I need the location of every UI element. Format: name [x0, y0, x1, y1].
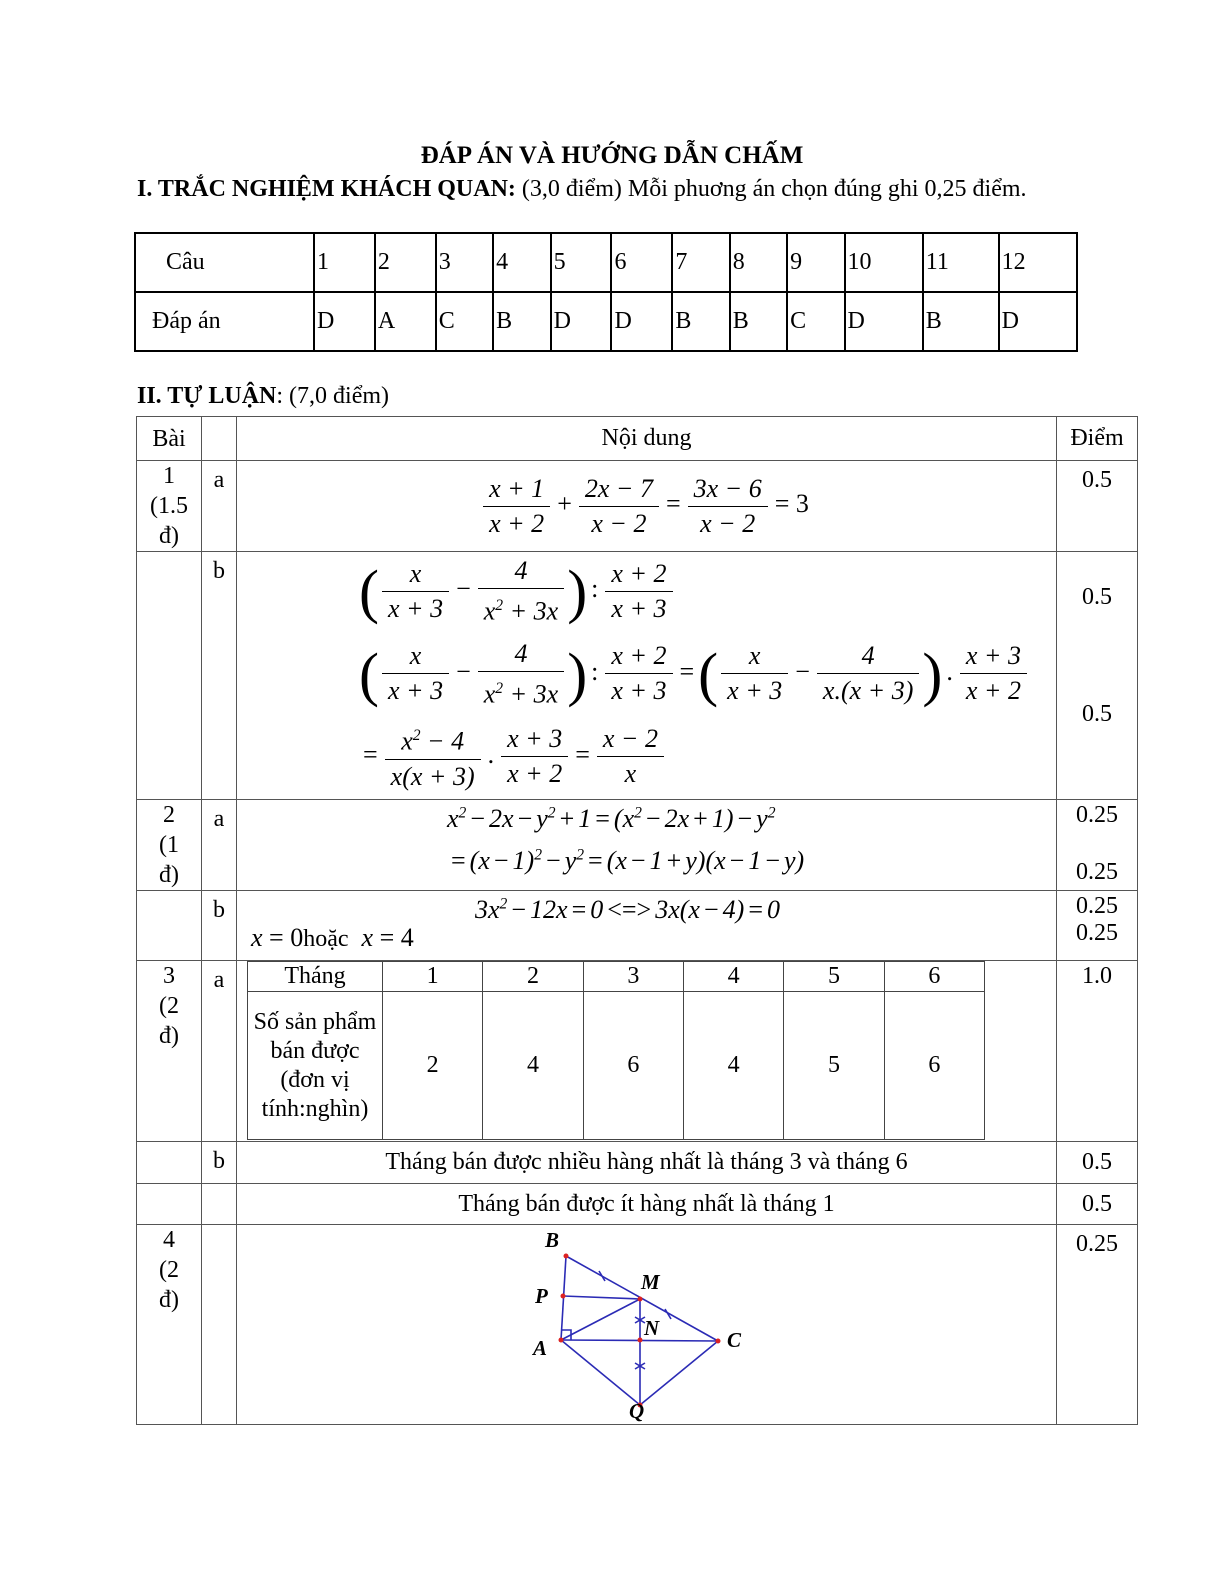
- geometry-figure-cell: [237, 1225, 1057, 1425]
- formula-1a: [237, 461, 1057, 552]
- label-p: P: [535, 1284, 548, 1308]
- row-2a: [137, 800, 1138, 891]
- mcq-a: B: [730, 292, 787, 351]
- points-2a: [1057, 800, 1138, 891]
- section2-title: II. TỰ LUẬN: [137, 383, 277, 409]
- sales-table-cell: [237, 961, 1057, 1142]
- mcq-a: D: [611, 292, 672, 351]
- formula-2a: [237, 800, 1057, 891]
- point-b: [564, 1254, 569, 1259]
- section1-note: (3,0 điểm) Mỗi phuơng án chọn đúng ghi 0,25 điểm.: [515, 176, 1027, 202]
- row-1b: [137, 552, 1138, 800]
- sales-value: 6: [884, 992, 984, 1140]
- mcq-a: C: [787, 292, 844, 351]
- mcq-row-label: Đáp án: [135, 292, 314, 351]
- formula-2b: [237, 891, 1057, 961]
- label-c: C: [727, 1328, 742, 1352]
- points-3a: 1.0: [1057, 961, 1138, 1142]
- row-3a: [137, 961, 1138, 1142]
- label-n: N: [644, 1316, 660, 1340]
- mcq-a: B: [493, 292, 550, 351]
- mcq-q: 2: [375, 233, 436, 292]
- sales-value: 5: [784, 992, 884, 1140]
- sales-value: 4: [683, 992, 783, 1140]
- points-value: 0.5: [1082, 701, 1112, 727]
- mcq-q: 10: [845, 233, 923, 292]
- problem-points: (2: [159, 993, 179, 1019]
- points-3b-1: 0.5: [1057, 1142, 1138, 1184]
- mcq-a: A: [375, 292, 436, 351]
- mcq-a: D: [999, 292, 1077, 351]
- math-expression: ( $\frac{x}{x + 3}$ − $\frac{4}{x^2 + 3x}$ ) : $\frac{x + 2}{x + 3}$ =( $\frac{x}{x + 3}$ − $\frac{4}{x.(x + 3)}$ ) . $\frac{x + 3}{x + 2}$: [237, 637, 1056, 712]
- triangle-diagram: [517, 1225, 817, 1425]
- row-3b-1: [137, 1142, 1138, 1184]
- problem-number: 2: [163, 802, 175, 828]
- mcq-q: 12: [999, 233, 1077, 292]
- segment-pm: [563, 1296, 640, 1299]
- tick-mark: [599, 1271, 605, 1281]
- page-title: ĐÁP ÁN VÀ HƯỚNG DẪN CHẤM: [420, 142, 804, 169]
- problem-unit: đ): [159, 523, 179, 549]
- problem-points: (2: [159, 1257, 179, 1283]
- mcq-a: C: [436, 292, 493, 351]
- answer-3b-least: Tháng bán được ít hàng nhất là tháng 1: [237, 1184, 1057, 1225]
- math-expression: = $\frac{x^2 - 4}{x(x + 3)}$ . $\frac{x + 3}{x + 2}$ = $\frac{x - 2}{x}$: [237, 719, 1056, 794]
- empty-cell: [137, 1142, 202, 1184]
- points-value: 0.25: [1076, 802, 1118, 828]
- mcq-q: 6: [611, 233, 672, 292]
- problem-unit: đ): [159, 862, 179, 888]
- points-3b-2: 0.5: [1057, 1184, 1138, 1225]
- label-m: M: [641, 1270, 660, 1294]
- label-q: Q: [629, 1399, 645, 1423]
- sales-values-row: [248, 992, 985, 1140]
- problem-number: 3: [163, 963, 175, 989]
- sales-value: 6: [583, 992, 683, 1140]
- problem-number: 4: [163, 1227, 175, 1253]
- problem-1-label: [137, 461, 202, 552]
- label-a: A: [533, 1336, 548, 1360]
- col-bai-header: Bài: [137, 417, 202, 461]
- mcq-q: 7: [672, 233, 729, 292]
- empty-cell: [137, 552, 202, 800]
- mcq-a: D: [551, 292, 612, 351]
- point-c: [716, 1339, 721, 1344]
- sub-label: b: [202, 1142, 237, 1184]
- segment-aq: [561, 1340, 640, 1405]
- sales-header-label: Tháng: [248, 962, 383, 992]
- problem-3-label: [137, 961, 202, 1142]
- points-1b: [1057, 552, 1138, 800]
- formula-1b: [237, 552, 1057, 800]
- points-value: 0.5: [1082, 584, 1112, 610]
- sales-month: 5: [784, 962, 884, 992]
- empty-cell: [137, 891, 202, 961]
- problem-points: (1: [159, 832, 179, 858]
- points-4: 0.25: [1057, 1225, 1138, 1425]
- sales-value: 4: [483, 992, 583, 1140]
- sub-label: b: [202, 552, 237, 800]
- points-2b: [1057, 891, 1138, 961]
- sub-label: a: [202, 800, 237, 891]
- mcq-q: 4: [493, 233, 550, 292]
- mcq-question-row: [135, 233, 1077, 292]
- col-points-header: Điểm: [1057, 417, 1138, 461]
- points-value: 0.25: [1076, 859, 1118, 885]
- math-expression: $x^2 - 2x - y^2 + 1 = (x^2 - 2x + 1) - y^2$: [447, 804, 776, 833]
- section2-heading: [137, 383, 389, 410]
- sales-header-row: [248, 962, 985, 992]
- point-a: [559, 1338, 564, 1343]
- label-b: B: [545, 1228, 560, 1252]
- mcq-q: 8: [730, 233, 787, 292]
- empty-cell: [137, 1184, 202, 1225]
- segment-am: [561, 1299, 640, 1340]
- sales-row-label: Số sản phẩm bán được (đơn vị tính:nghìn): [248, 992, 383, 1140]
- or-text: hoặc: [303, 926, 349, 952]
- answer-3b-most: Tháng bán được nhiều hàng nhất là tháng 3 và tháng 6: [237, 1142, 1057, 1184]
- mcq-q: 1: [314, 233, 375, 292]
- math-expression: x = 0hoặc x = 4: [251, 923, 414, 952]
- sales-month: 6: [884, 962, 984, 992]
- sub-label: a: [202, 461, 237, 552]
- sales-value: 2: [383, 992, 483, 1140]
- sub-label: a: [202, 961, 237, 1142]
- row-2b: [137, 891, 1138, 961]
- col-sub-header: [202, 417, 237, 461]
- math-expression: $\frac{x + 1}{x + 2}$ + $\frac{2x - 7}{x - 2}$ = $\frac{3x - 6}{x - 2}$ = 3: [480, 489, 813, 518]
- sales-month: 2: [483, 962, 583, 992]
- problem-number: 1: [163, 463, 175, 489]
- math-expression: $3x^2 - 12x = 0$ <=> 3x(x − 4) = 0: [475, 895, 780, 924]
- problem-unit: đ): [159, 1287, 179, 1313]
- mcq-row-label: Câu: [135, 233, 314, 292]
- point-p: [561, 1294, 566, 1299]
- mcq-a: B: [923, 292, 999, 351]
- sales-month: 3: [583, 962, 683, 992]
- section1-heading: [137, 174, 1037, 204]
- empty-cell: [202, 1184, 237, 1225]
- mcq-a: D: [314, 292, 375, 351]
- problem-4-label: [137, 1225, 202, 1425]
- point-n: [638, 1338, 643, 1343]
- mcq-q: 5: [551, 233, 612, 292]
- sales-month: 1: [383, 962, 483, 992]
- section2-note: : (7,0 điểm): [276, 383, 389, 409]
- mcq-q: 11: [923, 233, 999, 292]
- problem-points: (1.5: [150, 493, 188, 519]
- row-4: [137, 1225, 1138, 1425]
- header-row: [137, 417, 1138, 461]
- sales-table: [247, 961, 985, 1140]
- section1-title: I. TRẮC NGHIỆM KHÁCH QUAN:: [137, 176, 516, 202]
- row-3b-2: [137, 1184, 1138, 1225]
- mcq-a: B: [672, 292, 729, 351]
- problem-2-label: [137, 800, 202, 891]
- mcq-answer-table: [134, 232, 1078, 352]
- mcq-answer-row: [135, 292, 1077, 351]
- mcq-a: D: [845, 292, 923, 351]
- segment-qc: [640, 1341, 718, 1405]
- row-1a: [137, 461, 1138, 552]
- math-expression: = $(x - 1)^2 - y^2 = (x - 1 + y)(x - 1 - y)$: [451, 846, 805, 875]
- points-value: 0.25: [1076, 893, 1118, 919]
- empty-cell: [202, 1225, 237, 1425]
- col-content-header: Nội dung: [237, 417, 1057, 461]
- sub-label: b: [202, 891, 237, 961]
- sales-month: 4: [683, 962, 783, 992]
- points-1a: 0.5: [1057, 461, 1138, 552]
- mcq-q: 3: [436, 233, 493, 292]
- math-expression: ( $\frac{x}{x + 3}$ − $\frac{4}{x^2 + 3x}$ ) : $\frac{x + 2}{x + 3}$: [237, 554, 1056, 629]
- points-value: 0.25: [1076, 920, 1118, 946]
- essay-grading-table: [136, 416, 1138, 1425]
- point-m: [638, 1297, 643, 1302]
- problem-unit: đ): [159, 1023, 179, 1049]
- mcq-q: 9: [787, 233, 844, 292]
